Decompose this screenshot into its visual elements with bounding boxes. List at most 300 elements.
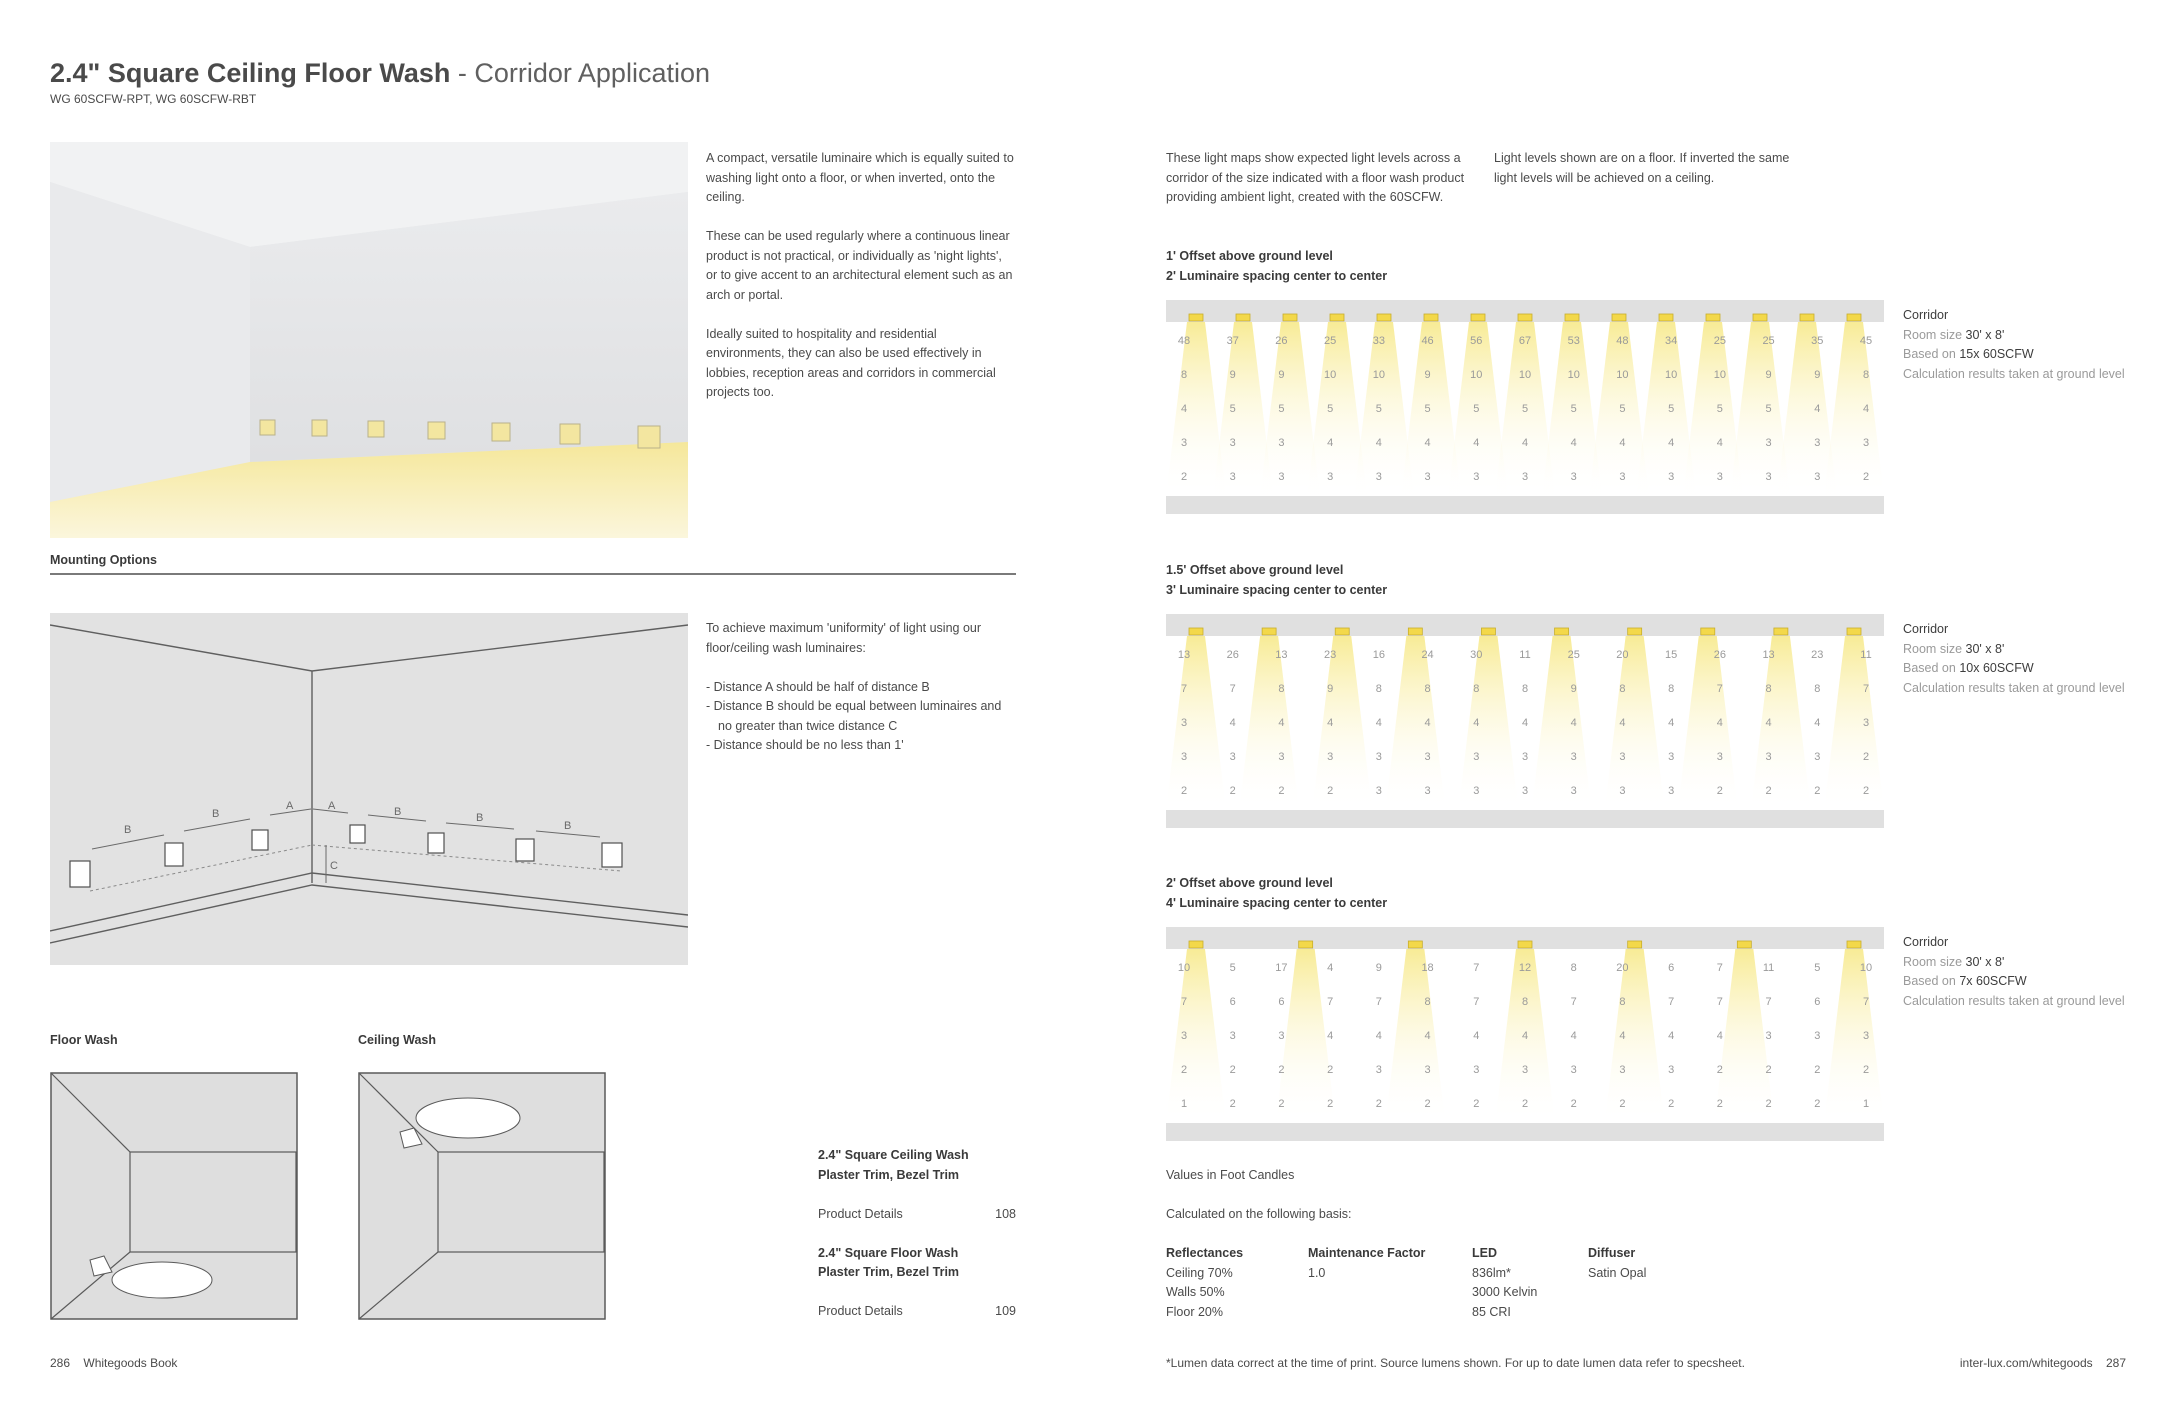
light-value: 11 <box>1519 649 1531 661</box>
light-value: 4 <box>1862 403 1870 415</box>
light-value: 5 <box>1473 403 1480 415</box>
light-value: 10 <box>1324 369 1337 381</box>
light-value: 35 <box>1811 335 1824 347</box>
light-value: 2 <box>1327 1098 1334 1110</box>
light-value: 20 <box>1616 962 1629 974</box>
light-value: 13 <box>1177 649 1191 661</box>
light-value: 5 <box>1424 403 1431 415</box>
room-type: Corridor <box>1903 935 1949 949</box>
light-value: 7 <box>1862 996 1870 1008</box>
light-value: 4 <box>1619 437 1626 449</box>
light-value: 3 <box>1424 471 1431 483</box>
light-value: 4 <box>1521 437 1529 449</box>
light-value: 53 <box>1567 335 1580 347</box>
light-value: 1 <box>1180 1098 1188 1110</box>
luminaire-shape <box>516 839 534 861</box>
light-value: 3 <box>1619 1064 1626 1076</box>
light-value: 4 <box>1814 403 1821 415</box>
based-on: 15x 60SCFW <box>1959 347 2034 361</box>
mounting-diagram <box>50 613 688 965</box>
light-value: 8 <box>1570 962 1577 974</box>
light-value: 7 <box>1180 996 1188 1008</box>
luminaire-marker <box>1299 941 1313 948</box>
product-details-label: Product Details <box>818 1304 903 1318</box>
basis-value: 85 CRI <box>1472 1304 1511 1319</box>
light-value: 25 <box>1567 649 1580 661</box>
light-value: 26 <box>1713 649 1726 661</box>
light-value: 7 <box>1375 996 1382 1008</box>
light-value: 48 <box>1616 335 1629 347</box>
luminaire-shape <box>165 843 183 866</box>
light-value: 3 <box>1180 717 1188 729</box>
floor-strip <box>1166 810 1884 828</box>
website-link[interactable]: inter-lux.com/whitegoods <box>1959 1356 2093 1370</box>
intro-text <box>706 149 1016 422</box>
room-size-row: Room size 30' x 8' <box>1903 641 2005 656</box>
offset-label: 1.5' Offset above ground level <box>1166 563 1344 577</box>
mounting-lead: To achieve maximum 'uniformity' of light using our floor/ceiling wash luminaires: <box>706 621 982 655</box>
light-value: 5 <box>1716 403 1723 415</box>
room-size-row: Room size 30' x 8' <box>1903 327 2005 342</box>
light-value: 3 <box>1814 471 1821 483</box>
light-value: 4 <box>1668 1030 1675 1042</box>
ceiling-wash-diagram <box>358 1072 606 1320</box>
product-name: 2.4" Square Floor Wash <box>818 1245 959 1260</box>
room-type: Corridor <box>1903 308 1949 322</box>
luminaire-marker <box>1283 314 1297 321</box>
light-value: 5 <box>1375 403 1382 415</box>
light-value: 4 <box>1716 1030 1723 1042</box>
light-value: 2 <box>1862 471 1870 483</box>
label-b: B <box>394 806 402 818</box>
light-value: 2 <box>1473 1098 1480 1110</box>
light-value: 2 <box>1278 785 1285 797</box>
results-note: Calculation results taken at ground level <box>1903 680 2125 695</box>
light-value: 2 <box>1668 1098 1675 1110</box>
basis-heading: Reflectances <box>1166 1246 1244 1260</box>
light-value: 2 <box>1229 785 1236 797</box>
basis-heading: LED <box>1472 1246 1497 1260</box>
luminaire-marker <box>1565 314 1579 321</box>
light-value: 4 <box>1668 437 1675 449</box>
light-value: 3 <box>1424 751 1431 763</box>
basis-heading: Maintenance Factor <box>1308 1246 1426 1260</box>
light-value: 10 <box>1567 369 1580 381</box>
light-value: 4 <box>1327 437 1334 449</box>
light-value: 3 <box>1278 437 1285 449</box>
basis-value: Satin Opal <box>1588 1265 1647 1280</box>
mounting-heading: Mounting Options <box>50 553 157 567</box>
light-value: 1 <box>1862 1098 1870 1110</box>
light-value: 4 <box>1814 717 1821 729</box>
luminaire-shape <box>350 825 365 843</box>
product-name: 2.4" Square Ceiling Wash <box>818 1148 969 1162</box>
light-value: 3 <box>1765 1030 1772 1042</box>
label-c: C <box>330 860 338 872</box>
light-value: 7 <box>1862 683 1870 695</box>
light-value: 3 <box>1619 785 1626 797</box>
floor-strip <box>1166 1123 1884 1141</box>
light-value: 2 <box>1765 1064 1772 1076</box>
intro-paragraph: These can be used regularly where a continuous linear product is not practical, or individually as 'night lights', or to give accent to an architectural element such as an arch or portal. <box>706 229 1013 302</box>
light-value: 2 <box>1862 785 1870 797</box>
light-value: 7 <box>1473 962 1480 974</box>
luminaire-marker <box>1800 314 1814 321</box>
offset-label: 2' Offset above ground level <box>1166 876 1333 890</box>
based-on-row: Based on 7x 60SCFW <box>1903 974 2027 988</box>
light-value: 3 <box>1716 751 1723 763</box>
luminaire-marker <box>1628 628 1642 635</box>
light-value: 2 <box>1716 1064 1723 1076</box>
product-trim: Plaster Trim, Bezel Trim <box>818 1167 960 1182</box>
light-value: 2 <box>1180 785 1188 797</box>
light-value: 3 <box>1765 471 1772 483</box>
light-value: 9 <box>1424 369 1431 381</box>
section-divider <box>50 573 1016 575</box>
floor-strip <box>1166 496 1884 514</box>
light-value: 3 <box>1668 785 1675 797</box>
page-number: 287 <box>2105 1356 2126 1370</box>
ceiling-wash-svg <box>358 1072 606 1320</box>
mounting-bullet: - Distance A should be half of distance B <box>706 679 930 694</box>
label-a: A <box>328 800 336 812</box>
light-value: 3 <box>1473 471 1480 483</box>
light-value: 5 <box>1327 403 1334 415</box>
light-value: 3 <box>1424 785 1431 797</box>
light-value: 8 <box>1619 996 1626 1008</box>
light-value: 8 <box>1521 996 1529 1008</box>
light-value: 3 <box>1668 471 1675 483</box>
luminaire-marker <box>1424 314 1438 321</box>
luminaire-shape <box>602 843 622 867</box>
light-value: 8 <box>1424 683 1431 695</box>
luminaire-shape <box>252 830 268 850</box>
light-value: 2 <box>1716 1098 1723 1110</box>
light-value: 6 <box>1668 962 1675 974</box>
luminaire-marker <box>1189 628 1203 635</box>
light-value: 5 <box>1814 962 1821 974</box>
lightmap-legend <box>1903 306 2163 384</box>
light-value: 4 <box>1375 1030 1382 1042</box>
label-b: B <box>124 824 132 836</box>
offset-label: 1' Offset above ground level <box>1166 249 1333 263</box>
light-value: 3 <box>1375 751 1382 763</box>
product-details-link[interactable] <box>818 1205 1016 1225</box>
luminaire-marker <box>1330 314 1344 321</box>
light-value: 2 <box>1521 1098 1529 1110</box>
luminaire-marker <box>1612 314 1626 321</box>
light-value: 3 <box>1229 1030 1236 1042</box>
footnote: *Lumen data correct at the time of print. Source lumens shown. For up to date lumen data refer to specsheet. <box>1166 1356 1745 1370</box>
light-value: 2 <box>1862 751 1870 763</box>
light-value: 18 <box>1421 962 1434 974</box>
lightmap-heading <box>1166 874 1387 913</box>
light-value: 3 <box>1765 751 1772 763</box>
luminaire-marker <box>1236 314 1250 321</box>
light-value: 7 <box>1180 683 1188 695</box>
light-value: 3 <box>1521 1064 1529 1076</box>
page-title <box>50 58 710 89</box>
product-details-link[interactable] <box>818 1302 1016 1322</box>
light-value: 3 <box>1862 717 1870 729</box>
light-value: 2 <box>1180 471 1188 483</box>
title-bold: 2.4" Square Ceiling Floor Wash <box>50 58 451 88</box>
luminaire-marker <box>1774 628 1788 635</box>
light-value: 3 <box>1473 785 1480 797</box>
light-value: 11 <box>1762 962 1775 974</box>
light-value: 2 <box>1814 785 1821 797</box>
light-value: 15 <box>1665 649 1678 661</box>
left-footer <box>50 1356 177 1370</box>
based-on-row: Based on 15x 60SCFW <box>1903 347 2034 361</box>
light-value: 3 <box>1278 471 1285 483</box>
basis-value: 3000 Kelvin <box>1472 1285 1538 1299</box>
light-value: 33 <box>1372 335 1385 347</box>
light-value: 5 <box>1619 403 1626 415</box>
basis-column <box>1472 1244 1537 1322</box>
luminaire-marker <box>1408 941 1422 948</box>
label-b: B <box>476 812 484 824</box>
lightmap-panel <box>1166 300 1884 514</box>
light-value: 9 <box>1570 683 1577 695</box>
light-value: 30 <box>1470 649 1483 661</box>
mounting-bullets <box>706 678 1016 756</box>
light-value: 7 <box>1765 996 1772 1008</box>
basis-value: Floor 20% <box>1166 1304 1223 1319</box>
light-value: 4 <box>1375 717 1382 729</box>
light-value: 34 <box>1665 335 1678 347</box>
light-value: 4 <box>1765 717 1772 729</box>
light-value: 3 <box>1327 751 1334 763</box>
lightmap-panel <box>1166 614 1884 828</box>
luminaire-marker <box>1262 628 1276 635</box>
light-value: 2 <box>1229 1064 1236 1076</box>
light-value: 10 <box>1518 369 1532 381</box>
mounting-bullet: - Distance B should be equal between luminaires and no greater than twice distance C <box>706 699 1002 733</box>
light-value: 2 <box>1570 1098 1577 1110</box>
luminaire-marker <box>1408 628 1422 635</box>
light-value: 4 <box>1570 717 1577 729</box>
lightmap-svg <box>1166 927 1884 1141</box>
light-value: 4 <box>1570 437 1577 449</box>
luminaire-marker <box>1659 314 1673 321</box>
lightmap-svg <box>1166 614 1884 828</box>
light-value: 7 <box>1327 996 1334 1008</box>
page-number: 286 <box>50 1356 71 1370</box>
product-codes: WG 60SCFW-RPT, WG 60SCFW-RBT <box>50 92 257 106</box>
light-value: 3 <box>1375 1064 1382 1076</box>
light-value: 2 <box>1180 1064 1188 1076</box>
spacing-label: 4' Luminaire spacing center to center <box>1166 895 1388 910</box>
light-value: 25 <box>1762 335 1775 347</box>
light-value: 3 <box>1716 471 1723 483</box>
luminaire-marker <box>1189 314 1203 321</box>
luminaire-marker <box>1847 628 1861 635</box>
right-footer <box>1960 1356 2126 1370</box>
lightmap-svg <box>1166 300 1884 514</box>
basis-column <box>1588 1244 1646 1283</box>
light-value: 8 <box>1521 683 1529 695</box>
results-note: Calculation results taken at ground level <box>1903 993 2125 1008</box>
luminaire-marker <box>1737 941 1751 948</box>
light-value: 7 <box>1668 996 1675 1008</box>
light-value: 10 <box>1372 369 1385 381</box>
light-value: 4 <box>1473 1030 1480 1042</box>
book-title: Whitegoods Book <box>83 1356 178 1370</box>
light-value: 4 <box>1424 1030 1431 1042</box>
light-value: 10 <box>1616 369 1629 381</box>
lightmaps-intro-2: Light levels shown are on a floor. If inverted the same light levels will be achieved on a ceiling. <box>1494 151 1790 185</box>
light-value: 3 <box>1862 1030 1870 1042</box>
light-value: 4 <box>1327 1030 1334 1042</box>
results-note: Calculation results taken at ground level <box>1903 366 2125 381</box>
luminaire-marker <box>1628 941 1642 948</box>
mounting-instructions <box>706 619 1016 756</box>
room-type: Corridor <box>1903 622 1949 636</box>
light-value: 9 <box>1278 369 1285 381</box>
light-value: 2 <box>1278 1064 1285 1076</box>
light-value: 3 <box>1814 437 1821 449</box>
light-value: 7 <box>1716 962 1723 974</box>
light-value: 10 <box>1859 962 1873 974</box>
light-value: 5 <box>1229 962 1236 974</box>
light-value: 8 <box>1180 369 1188 381</box>
light-value: 3 <box>1862 437 1870 449</box>
light-value: 6 <box>1814 996 1821 1008</box>
lightmaps-intro-1: These light maps show expected light levels across a corridor of the size indicated with a floor wash product providing ambient light, created with the 60SCFW. <box>1166 151 1465 204</box>
light-value: 12 <box>1518 962 1532 974</box>
light-value: 37 <box>1226 335 1239 347</box>
light-value: 3 <box>1424 1064 1431 1076</box>
luminaire-marker <box>1471 314 1485 321</box>
light-value: 9 <box>1814 369 1821 381</box>
luminaire-marker <box>1189 941 1203 948</box>
lightmap-legend <box>1903 620 2163 698</box>
light-value: 24 <box>1421 649 1434 661</box>
light-value: 23 <box>1324 649 1337 661</box>
light-value: 4 <box>1375 437 1382 449</box>
light-value: 10 <box>1177 962 1191 974</box>
light-value: 26 <box>1275 335 1288 347</box>
light-value: 11 <box>1860 649 1872 661</box>
light-value: 2 <box>1327 1064 1334 1076</box>
based-on: 10x 60SCFW <box>1959 661 2034 675</box>
light-value: 9 <box>1229 369 1236 381</box>
luminaire-marker <box>1481 628 1495 635</box>
room-size: 30' x 8' <box>1965 954 2005 969</box>
light-value: 16 <box>1372 649 1385 661</box>
light-value: 2 <box>1327 785 1334 797</box>
light-value: 8 <box>1619 683 1626 695</box>
luminaire-marker <box>1377 314 1391 321</box>
light-value: 3 <box>1229 437 1236 449</box>
label-b: B <box>564 820 572 832</box>
light-value: 46 <box>1421 335 1434 347</box>
spacing-label: 3' Luminaire spacing center to center <box>1166 582 1388 597</box>
luminaire-marker <box>1518 314 1532 321</box>
light-value: 4 <box>1424 437 1431 449</box>
light-value: 3 <box>1278 751 1285 763</box>
light-value: 10 <box>1665 369 1678 381</box>
light-value: 3 <box>1521 785 1529 797</box>
light-value: 3 <box>1327 471 1334 483</box>
light-value: 48 <box>1177 335 1191 347</box>
light-value: 2 <box>1716 785 1723 797</box>
light-value: 4 <box>1278 717 1285 729</box>
luminaire-shape <box>428 833 444 853</box>
product-trim: Plaster Trim, Bezel Trim <box>818 1265 960 1279</box>
light-value: 4 <box>1619 717 1626 729</box>
label-a: A <box>286 800 294 812</box>
light-value: 4 <box>1327 717 1334 729</box>
light-value: 4 <box>1180 403 1188 415</box>
room-size: 30' x 8' <box>1965 641 2005 656</box>
basis-value: 1.0 <box>1308 1265 1326 1280</box>
light-value: 3 <box>1570 785 1577 797</box>
corridor-render-image <box>50 142 688 538</box>
light-value: 4 <box>1668 717 1675 729</box>
light-value: 4 <box>1424 717 1431 729</box>
light-value: 9 <box>1375 962 1382 974</box>
light-value: 3 <box>1229 471 1236 483</box>
light-value: 8 <box>1278 683 1285 695</box>
light-value: 7 <box>1473 996 1480 1008</box>
light-value: 8 <box>1814 683 1821 695</box>
light-value: 5 <box>1521 403 1529 415</box>
light-value: 8 <box>1765 683 1772 695</box>
light-value: 9 <box>1327 683 1334 695</box>
basis-label: Calculated on the following basis: <box>1166 1207 1352 1221</box>
light-value: 4 <box>1229 717 1236 729</box>
light-value: 2 <box>1424 1098 1431 1110</box>
title-rest: - Corridor Application <box>450 58 710 88</box>
product-list <box>818 1146 1016 1322</box>
room-size-row: Room size 30' x 8' <box>1903 954 2005 969</box>
light-value: 5 <box>1278 403 1285 415</box>
light-value: 17 <box>1275 962 1288 974</box>
light-value: 2 <box>1229 1098 1236 1110</box>
luminaire-marker <box>1701 628 1715 635</box>
light-value: 5 <box>1765 403 1772 415</box>
light-value: 5 <box>1668 403 1675 415</box>
light-value: 8 <box>1668 683 1675 695</box>
lightmap-heading <box>1166 247 1387 286</box>
light-value: 3 <box>1180 437 1188 449</box>
light-value: 3 <box>1814 1030 1821 1042</box>
light-value: 3 <box>1375 471 1382 483</box>
product-details-page: 108 <box>995 1206 1016 1221</box>
light-value: 3 <box>1668 1064 1675 1076</box>
light-value: 7 <box>1229 683 1236 695</box>
based-on-row: Based on 10x 60SCFW <box>1903 661 2034 675</box>
mounting-bullet: - Distance should be no less than 1' <box>706 738 904 752</box>
light-value: 3 <box>1229 751 1236 763</box>
light-value: 2 <box>1278 1098 1285 1110</box>
light-value: 4 <box>1716 717 1723 729</box>
light-value: 4 <box>1716 437 1723 449</box>
light-value: 10 <box>1713 369 1726 381</box>
label-b: B <box>212 808 220 820</box>
light-value: 3 <box>1570 1064 1577 1076</box>
light-value: 3 <box>1765 437 1772 449</box>
luminaire-marker <box>1753 314 1767 321</box>
light-value: 3 <box>1619 751 1626 763</box>
light-value: 4 <box>1473 437 1480 449</box>
light-value: 6 <box>1278 996 1285 1008</box>
light-value: 13 <box>1762 649 1775 661</box>
luminaire-marker <box>1706 314 1720 321</box>
light-value: 3 <box>1180 751 1188 763</box>
